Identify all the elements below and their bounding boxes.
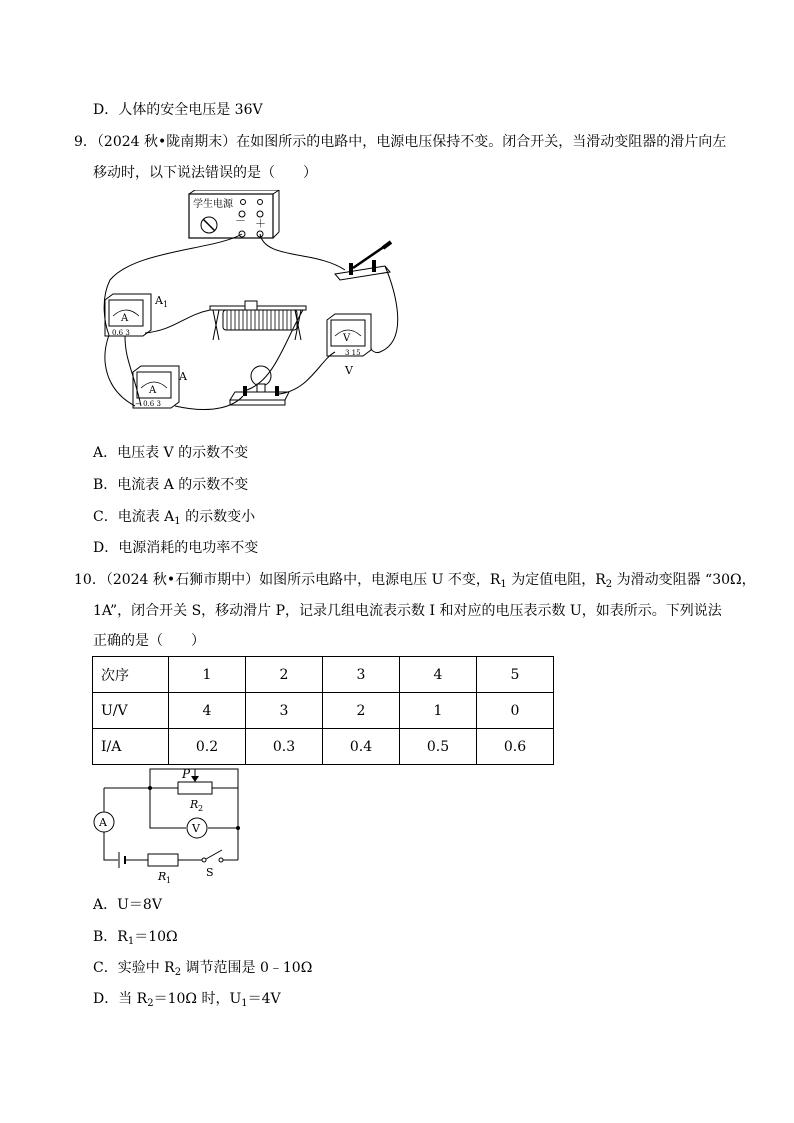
q9-option-c: C．电流表 $A_1$ 的示数变小 [93, 509, 256, 527]
q10-option-b: B．$R_1=10\Omega$ [93, 929, 178, 947]
table-row: 次序 1 2 3 4 5 [93, 657, 554, 693]
table-row: I/A 0.2 0.3 0.4 0.5 0.6 [93, 729, 554, 765]
svg-text:V: V [192, 822, 200, 835]
resistor-r2 [178, 782, 212, 794]
power-supply-label: 学生电源 [193, 199, 233, 210]
q9-circuit-figure [95, 190, 425, 418]
svg-text:1: 1 [166, 876, 172, 885]
q8-option-d: D．人体的安全电压是 36V [93, 102, 263, 118]
switch-s [206, 850, 222, 859]
svg-text:－: － [235, 214, 246, 227]
q10-stem-line1: 10．（2024 秋•石狮市期中）如图所示电路中，电源电压 U 不变，$R_1$ 为定值电阻，$R_2$ 为滑动变阻器 “30Ω， [74, 572, 756, 590]
svg-text:0.6 3: 0.6 3 [112, 329, 130, 337]
svg-text:R: R [190, 798, 199, 811]
svg-text:3 15: 3 15 [345, 349, 361, 357]
q10-stem-line3: 正确的是（ ） [93, 633, 205, 649]
svg-text:A: A [149, 385, 157, 396]
svg-text:A: A [155, 294, 163, 307]
svg-text:＋: ＋ [255, 217, 266, 230]
q9-option-d: D．电源消耗的电功率不变 [93, 540, 259, 556]
lamp [230, 366, 289, 405]
q10-circuit-schematic [90, 764, 250, 888]
svg-text:V: V [345, 364, 353, 377]
switch [335, 266, 390, 280]
svg-text:2: 2 [198, 804, 204, 813]
ammeter-a1 [105, 294, 151, 337]
q9-stem-line1: 9．（2024 秋•陇南期末）在如图所示的电路中，电源电压保持不变。闭合开关，当滑动变阻器的滑片向左 [74, 134, 727, 150]
q9-stem-line2: 移动时，以下说法错误的是（ ） [93, 165, 317, 181]
q10-data-table [92, 656, 554, 765]
svg-text:R: R [158, 870, 167, 883]
q10-option-c: C．实验中 $R_2$ 调节范围是 0﹣10Ω [93, 960, 313, 978]
svg-text:A: A [99, 816, 107, 829]
svg-text:A: A [121, 313, 129, 324]
q9-option-b: B．电流表 A 的示数不变 [93, 477, 249, 493]
q9-option-a: A．电压表 V 的示数不变 [93, 445, 249, 461]
voltmeter [327, 314, 371, 357]
svg-text:V: V [343, 333, 351, 344]
q10-stem-line2: 1A”，闭合开关 S，移动滑片 P，记录几组电流表示数 I 和对应的电压表示数 U，如表所示。下列说法 [93, 603, 722, 619]
svg-text:− 0.6 3: − 0.6 3 [135, 400, 161, 408]
q10-option-a: A．U＝8V [93, 897, 162, 913]
svg-text:A: A [179, 370, 187, 383]
svg-text:P: P [182, 767, 191, 781]
rheostat [210, 301, 306, 340]
table-row: U/V 4 3 2 1 0 [93, 693, 554, 729]
svg-text:S: S [206, 866, 214, 879]
q10-option-d: D．当 $R_2=10\Omega$ 时，$U_1=4V$ [93, 991, 281, 1009]
svg-text:1: 1 [163, 300, 169, 309]
resistor-r1 [148, 854, 178, 866]
